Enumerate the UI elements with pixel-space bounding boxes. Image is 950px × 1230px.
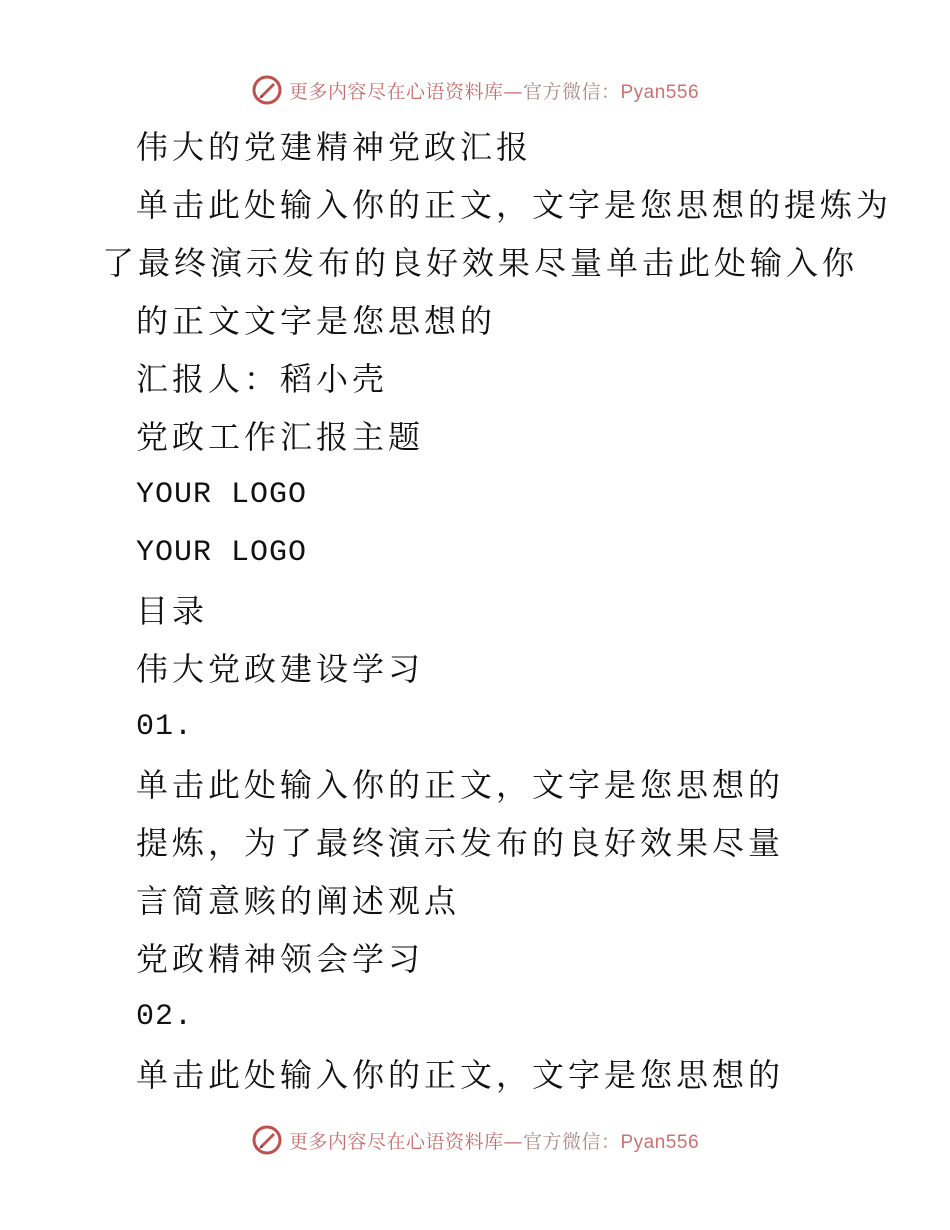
document-body (0, 118, 950, 1104)
doc-theme: 党政工作汇报主题 (136, 418, 425, 456)
doc-section-number: 02. (136, 1000, 194, 1034)
doc-section-number: 01. (136, 710, 194, 744)
doc-toc-heading: 目录 (136, 592, 209, 630)
footer-watermark (0, 1120, 950, 1160)
watermark-account: Pyan556 (620, 81, 700, 103)
watermark-wechat-label: 官方微信： (522, 1130, 621, 1153)
doc-paragraph-line: 了最终演示发布的良好效果尽量单击此处输入你 (102, 244, 859, 282)
doc-paragraph-line: 的正文文字是您思想的 (136, 302, 497, 340)
pen-logo-icon (251, 1124, 283, 1156)
watermark-text (289, 1127, 699, 1154)
watermark-dash: — (503, 1130, 523, 1153)
doc-title: 伟大的党建精神党政汇报 (136, 128, 533, 166)
header-watermark (0, 70, 950, 110)
doc-logo-placeholder: YOUR LOGO (136, 478, 308, 512)
doc-paragraph-line: 言简意赅的阐述观点 (136, 882, 461, 920)
doc-reporter: 汇报人：稻小壳 (136, 360, 389, 398)
watermark-wechat-label: 官方微信： (522, 80, 621, 103)
watermark-group (251, 74, 699, 106)
doc-section-title: 伟大党政建设学习 (136, 650, 425, 688)
doc-paragraph-line: 单击此处输入你的正文，文字是您思想的 (136, 1056, 785, 1094)
watermark-account: Pyan556 (620, 1131, 700, 1153)
doc-paragraph-line: 提炼，为了最终演示发布的良好效果尽量 (136, 824, 785, 862)
doc-logo-placeholder: YOUR LOGO (136, 536, 308, 570)
watermark-dash: — (503, 80, 523, 103)
watermark-group (251, 1124, 699, 1156)
watermark-text (289, 77, 699, 104)
doc-section-title: 党政精神领会学习 (136, 940, 425, 978)
watermark-site: 更多内容尽在心语资料库 (288, 1130, 504, 1153)
pen-logo-icon (251, 74, 283, 106)
doc-paragraph-line: 单击此处输入你的正文，文字是您思想的提炼为 (136, 186, 893, 224)
doc-paragraph-line: 单击此处输入你的正文，文字是您思想的 (136, 766, 785, 804)
watermark-site: 更多内容尽在心语资料库 (288, 80, 504, 103)
